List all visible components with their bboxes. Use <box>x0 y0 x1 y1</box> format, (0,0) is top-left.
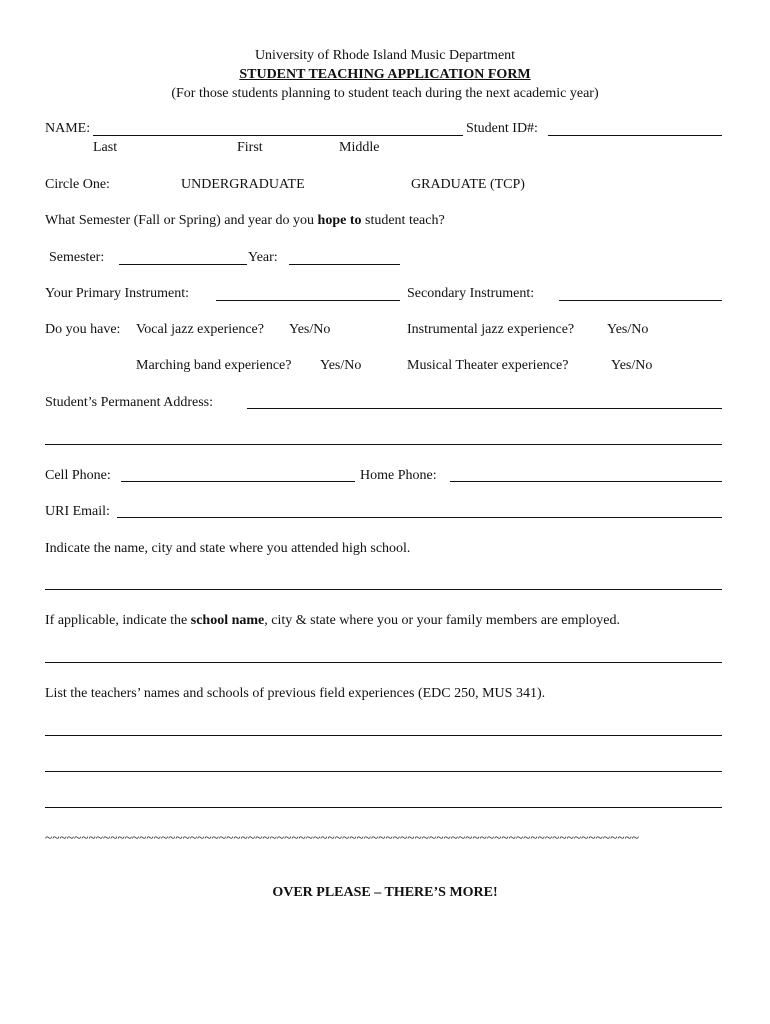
form-subtitle: (For those students planning to student teach during the next academic year) <box>171 86 599 101</box>
musical-theater-question: Musical Theater experience? <box>407 358 569 373</box>
vocal-jazz-question: Vocal jazz experience? <box>136 322 264 337</box>
semester-label: Semester: <box>49 250 105 265</box>
name-sub-middle: Middle <box>339 140 380 155</box>
marching-band-yes-no[interactable]: Yes/No <box>320 358 362 373</box>
experience-lead: Do you have: <box>45 322 121 337</box>
form-title: STUDENT TEACHING APPLICATION FORM <box>239 67 531 82</box>
option-graduate[interactable]: GRADUATE (TCP) <box>411 177 525 192</box>
option-undergraduate[interactable]: UNDERGRADUATE <box>181 177 305 192</box>
marching-band-question: Marching band experience? <box>136 358 292 373</box>
employment-prompt: If applicable, indicate the school name, city & state where you or your family members are employed. <box>45 613 620 628</box>
address-field-line-1[interactable] <box>247 408 722 409</box>
field-experience-line-1[interactable] <box>45 735 722 736</box>
circle-one-label: Circle One: <box>45 177 110 192</box>
instrumental-jazz-question: Instrumental jazz experience? <box>407 322 575 337</box>
home-phone-label: Home Phone: <box>360 468 437 483</box>
department-heading: University of Rhode Island Music Department <box>254 48 516 63</box>
name-sub-last: Last <box>93 140 118 155</box>
field-experience-line-2[interactable] <box>45 771 722 772</box>
instrumental-jazz-yes-no[interactable]: Yes/No <box>607 322 649 337</box>
secondary-instrument-label: Secondary Instrument: <box>407 286 535 301</box>
name-field[interactable] <box>93 135 463 136</box>
employment-field[interactable] <box>45 662 722 663</box>
high-school-prompt: Indicate the name, city and state where you attended high school. <box>45 541 411 556</box>
high-school-field[interactable] <box>45 589 722 590</box>
semester-question: What Semester (Fall or Spring) and year do you hope to student teach? <box>45 213 445 228</box>
musical-theater-yes-no[interactable]: Yes/No <box>611 358 653 373</box>
vocal-jazz-yes-no[interactable]: Yes/No <box>289 322 331 337</box>
home-phone-field[interactable] <box>450 481 722 482</box>
secondary-instrument-field[interactable] <box>559 300 722 301</box>
address-field-line-2[interactable] <box>45 444 722 445</box>
name-label: NAME: <box>45 121 91 136</box>
year-label: Year: <box>248 250 278 265</box>
primary-instrument-field[interactable] <box>216 300 400 301</box>
field-experience-prompt: List the teachers’ names and schools of previous field experiences (EDC 250, MUS 341). <box>45 686 546 701</box>
cell-phone-label: Cell Phone: <box>45 468 111 483</box>
uri-email-label: URI Email: <box>45 504 110 519</box>
primary-instrument-label: Your Primary Instrument: <box>45 286 190 301</box>
student-id-label: Student ID#: <box>466 121 538 136</box>
cell-phone-field[interactable] <box>121 481 355 482</box>
field-experience-line-3[interactable] <box>45 807 722 808</box>
uri-email-field[interactable] <box>117 517 722 518</box>
semester-field[interactable] <box>119 264 247 265</box>
name-sub-first: First <box>237 140 263 155</box>
tilde-divider: ~~~~~~~~~~~~~~~~~~~~~~~~~~~~~~~~~~~~~~~~~~~~~~~~~~~~~~~~~~~~~~~~~~~~~~~~~~~~~~~~~~ <box>45 830 640 845</box>
address-label: Student’s Permanent Address: <box>45 395 213 410</box>
year-field[interactable] <box>289 264 400 265</box>
student-id-field[interactable] <box>548 135 722 136</box>
over-please-note: OVER PLEASE – THERE’S MORE! <box>272 885 498 900</box>
